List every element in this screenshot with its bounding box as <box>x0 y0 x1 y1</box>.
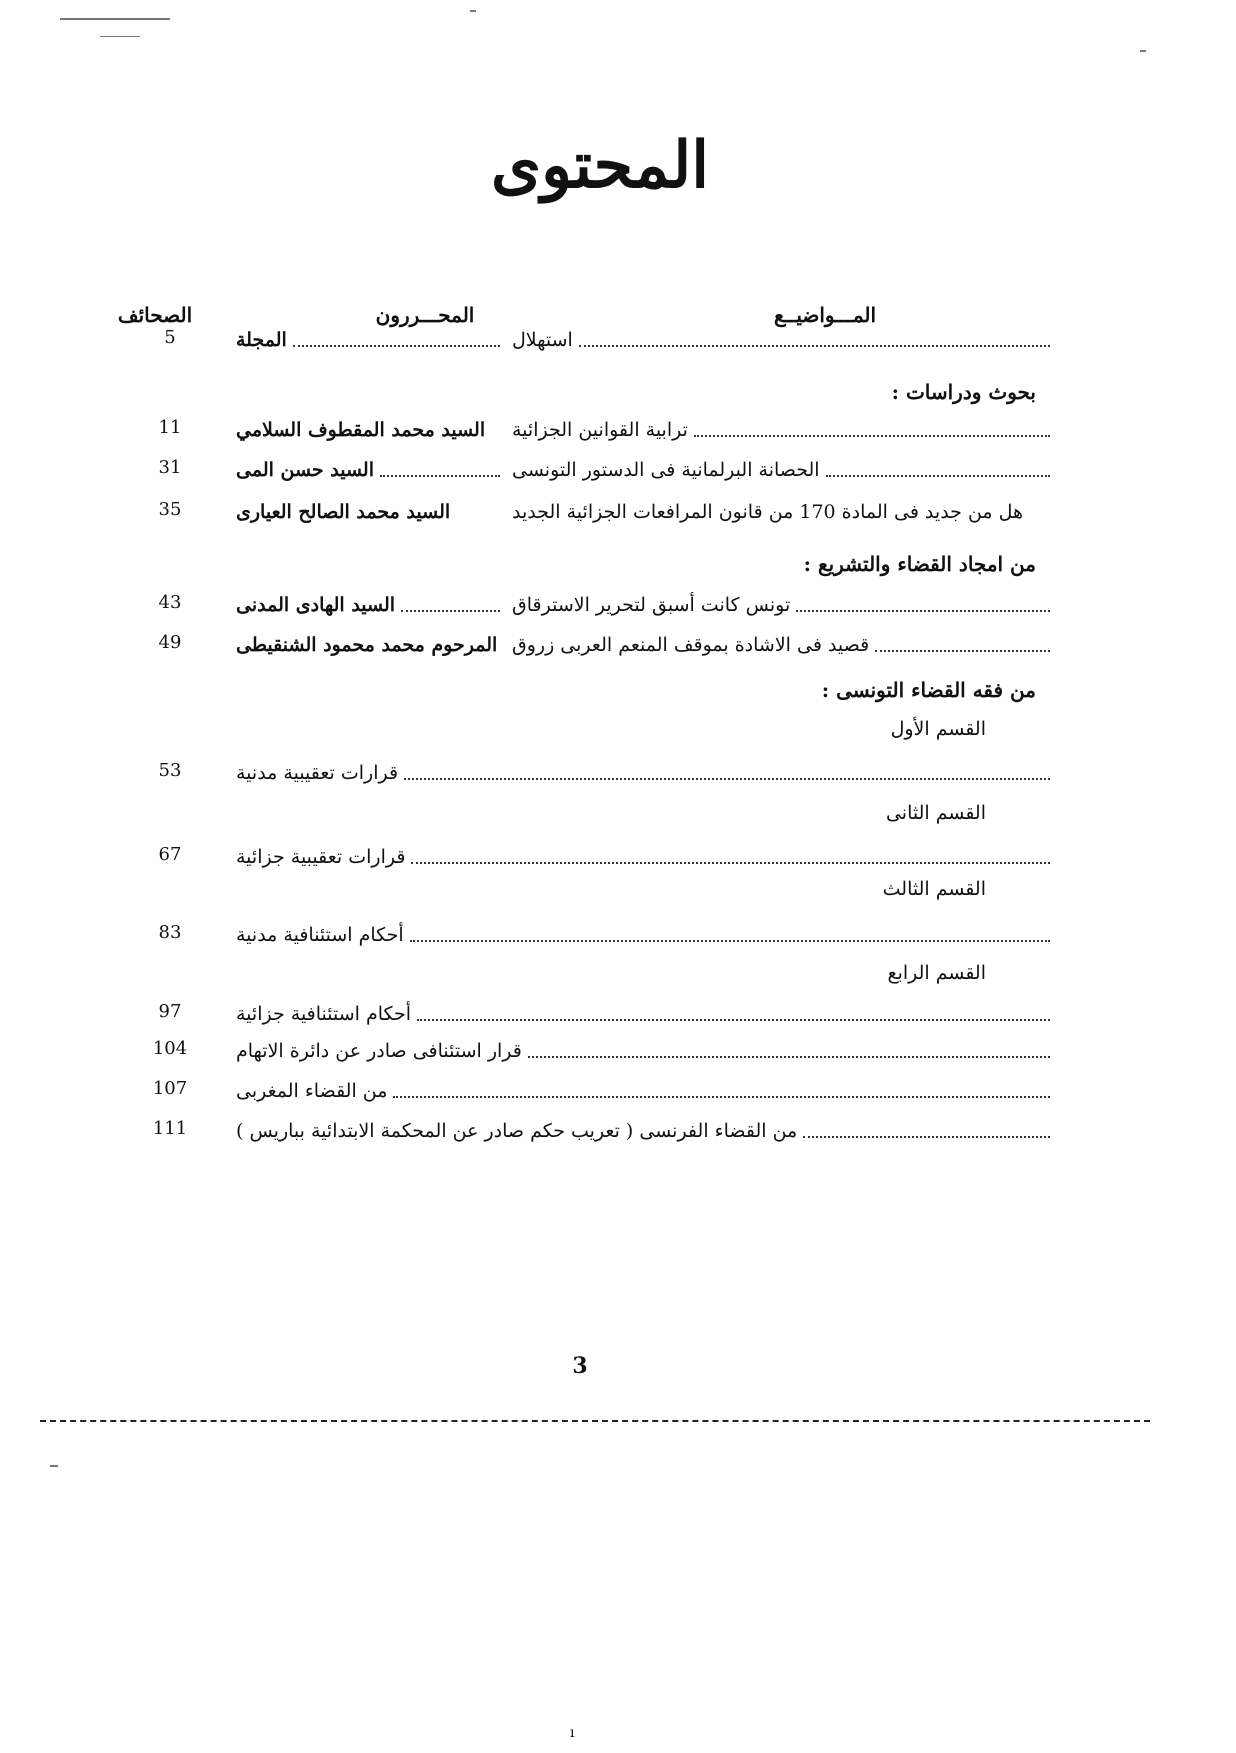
dot-leader <box>293 345 500 347</box>
toc-topic-text: ترابية القوانين الجزائية <box>512 419 688 441</box>
toc-author <box>236 453 506 487</box>
toc-topic <box>236 1114 1056 1148</box>
page-title: المحتوى <box>490 128 710 203</box>
toc-author-text: السيد محمد الصالح العيارى <box>236 501 451 523</box>
toc-row <box>0 1074 1236 1108</box>
toc-topic <box>512 588 1056 622</box>
toc-topic <box>236 756 1056 790</box>
toc-page: 31 <box>158 457 182 478</box>
toc-page: 11 <box>158 417 182 438</box>
toc-author-text: السيد محمد المقطوف السلامي <box>236 419 486 441</box>
dot-leader <box>826 475 1050 477</box>
toc-page: 43 <box>158 592 182 613</box>
toc-row <box>0 588 1236 622</box>
toc-topic-text: قرار استئنافى صادر عن دائرة الاتهام <box>236 1040 522 1062</box>
scan-speck <box>100 36 140 37</box>
toc-topic <box>512 413 1056 447</box>
toc-topic-text: من القضاء الفرنسى ( تعريب حكم صادر عن المحكمة الابتدائية بباريس ) <box>236 1120 798 1142</box>
dot-leader <box>401 610 500 612</box>
toc-author <box>236 495 506 529</box>
dot-leader <box>411 862 1050 864</box>
toc-topic <box>512 495 1056 529</box>
header-authors: المحـــررون <box>375 303 475 327</box>
toc-topic-text: استهلال <box>512 329 573 351</box>
scan-speck <box>50 1465 58 1467</box>
toc-row <box>0 1034 1236 1068</box>
toc-author <box>236 588 506 622</box>
toc-topic-text: قرارات تعقيبية مدنية <box>236 762 399 784</box>
toc-row <box>0 628 1236 662</box>
toc-row <box>0 756 1236 790</box>
dot-leader <box>393 1096 1050 1098</box>
toc-page: 83 <box>158 922 182 943</box>
scan-speck <box>470 10 476 12</box>
toc-row <box>0 840 1236 874</box>
dot-leader <box>875 650 1050 652</box>
dot-leader <box>796 610 1050 612</box>
page-number: 3 <box>572 1353 588 1379</box>
part-heading: القسم الرابع <box>887 962 986 984</box>
dot-leader <box>380 475 500 477</box>
dot-leader <box>579 345 1050 347</box>
toc-topic <box>236 997 1056 1031</box>
header-pages: الصحائف <box>117 303 193 327</box>
part-heading: القسم الأول <box>890 718 986 740</box>
toc-topic <box>236 918 1056 952</box>
toc-author-text: السيد الهادى المدنى <box>236 594 396 616</box>
toc-topic-text: تونس كانت أسبق لتحرير الاسترقاق <box>512 594 791 616</box>
toc-row <box>0 918 1236 952</box>
toc-author <box>236 413 506 447</box>
toc-page: 111 <box>152 1118 188 1139</box>
toc-topic <box>236 1034 1056 1068</box>
section-heading-jurisprudence: من فقه القضاء التونسى : <box>821 678 1036 702</box>
part-heading: القسم الثانى <box>885 802 986 824</box>
toc-author-text: السيد حسن المى <box>236 459 375 481</box>
toc-page: 97 <box>158 1001 182 1022</box>
dot-leader <box>803 1136 1050 1138</box>
toc-topic-text: الحصانة البرلمانية فى الدستور التونسى <box>512 459 820 481</box>
toc-page: 49 <box>158 632 182 653</box>
toc-page: 53 <box>158 760 182 781</box>
toc-author <box>236 628 506 662</box>
dot-leader <box>528 1056 1050 1058</box>
toc-page: 107 <box>152 1078 188 1099</box>
toc-row-intro <box>0 323 1236 357</box>
dot-leader <box>417 1019 1050 1021</box>
toc-page: 35 <box>158 499 182 520</box>
dot-leader <box>404 778 1050 780</box>
toc-row <box>0 495 1236 529</box>
toc-page: 5 <box>164 327 176 348</box>
toc-page: 67 <box>158 844 182 865</box>
scan-speck <box>60 18 170 20</box>
toc-topic-text: أحكام استئنافية مدنية <box>236 924 404 946</box>
toc-row <box>0 453 1236 487</box>
section-heading-glories: من امجاد القضاء والتشريع : <box>803 552 1036 576</box>
toc-topic <box>512 453 1056 487</box>
scan-speck <box>1140 50 1146 52</box>
divider-rule <box>40 1420 1150 1422</box>
toc-topic <box>236 1074 1056 1108</box>
toc-topic-text: من القضاء المغربى <box>236 1080 388 1102</box>
toc-topic-text: قرارات تعقيبية جزائية <box>236 846 406 868</box>
header-topics: المـــواضيــع <box>773 303 877 327</box>
toc-row <box>0 997 1236 1031</box>
toc-author-text: المجلة <box>236 329 287 351</box>
toc-topic <box>512 323 1056 357</box>
toc-topic-text: أحكام استئنافية جزائية <box>236 1003 412 1025</box>
dot-leader <box>410 940 1050 942</box>
toc-author <box>236 323 506 357</box>
toc-row <box>0 413 1236 447</box>
footer-mark: ı <box>570 1725 575 1741</box>
part-heading: القسم الثالث <box>882 878 986 900</box>
section-heading-studies: بحوث ودراسات : <box>891 380 1036 404</box>
toc-topic-text: قصيد فى الاشادة بموقف المنعم العربى زروق <box>512 634 870 656</box>
toc-topic-text: هل من جديد فى المادة 170 من قانون المرافعات الجزائية الجديد <box>512 501 1024 523</box>
toc-topic <box>512 628 1056 662</box>
toc-row <box>0 1114 1236 1148</box>
dot-leader <box>694 435 1050 437</box>
toc-topic <box>236 840 1056 874</box>
toc-author-text: المرحوم محمد محمود الشنقيطى <box>236 634 498 656</box>
toc-page: 104 <box>152 1038 188 1059</box>
